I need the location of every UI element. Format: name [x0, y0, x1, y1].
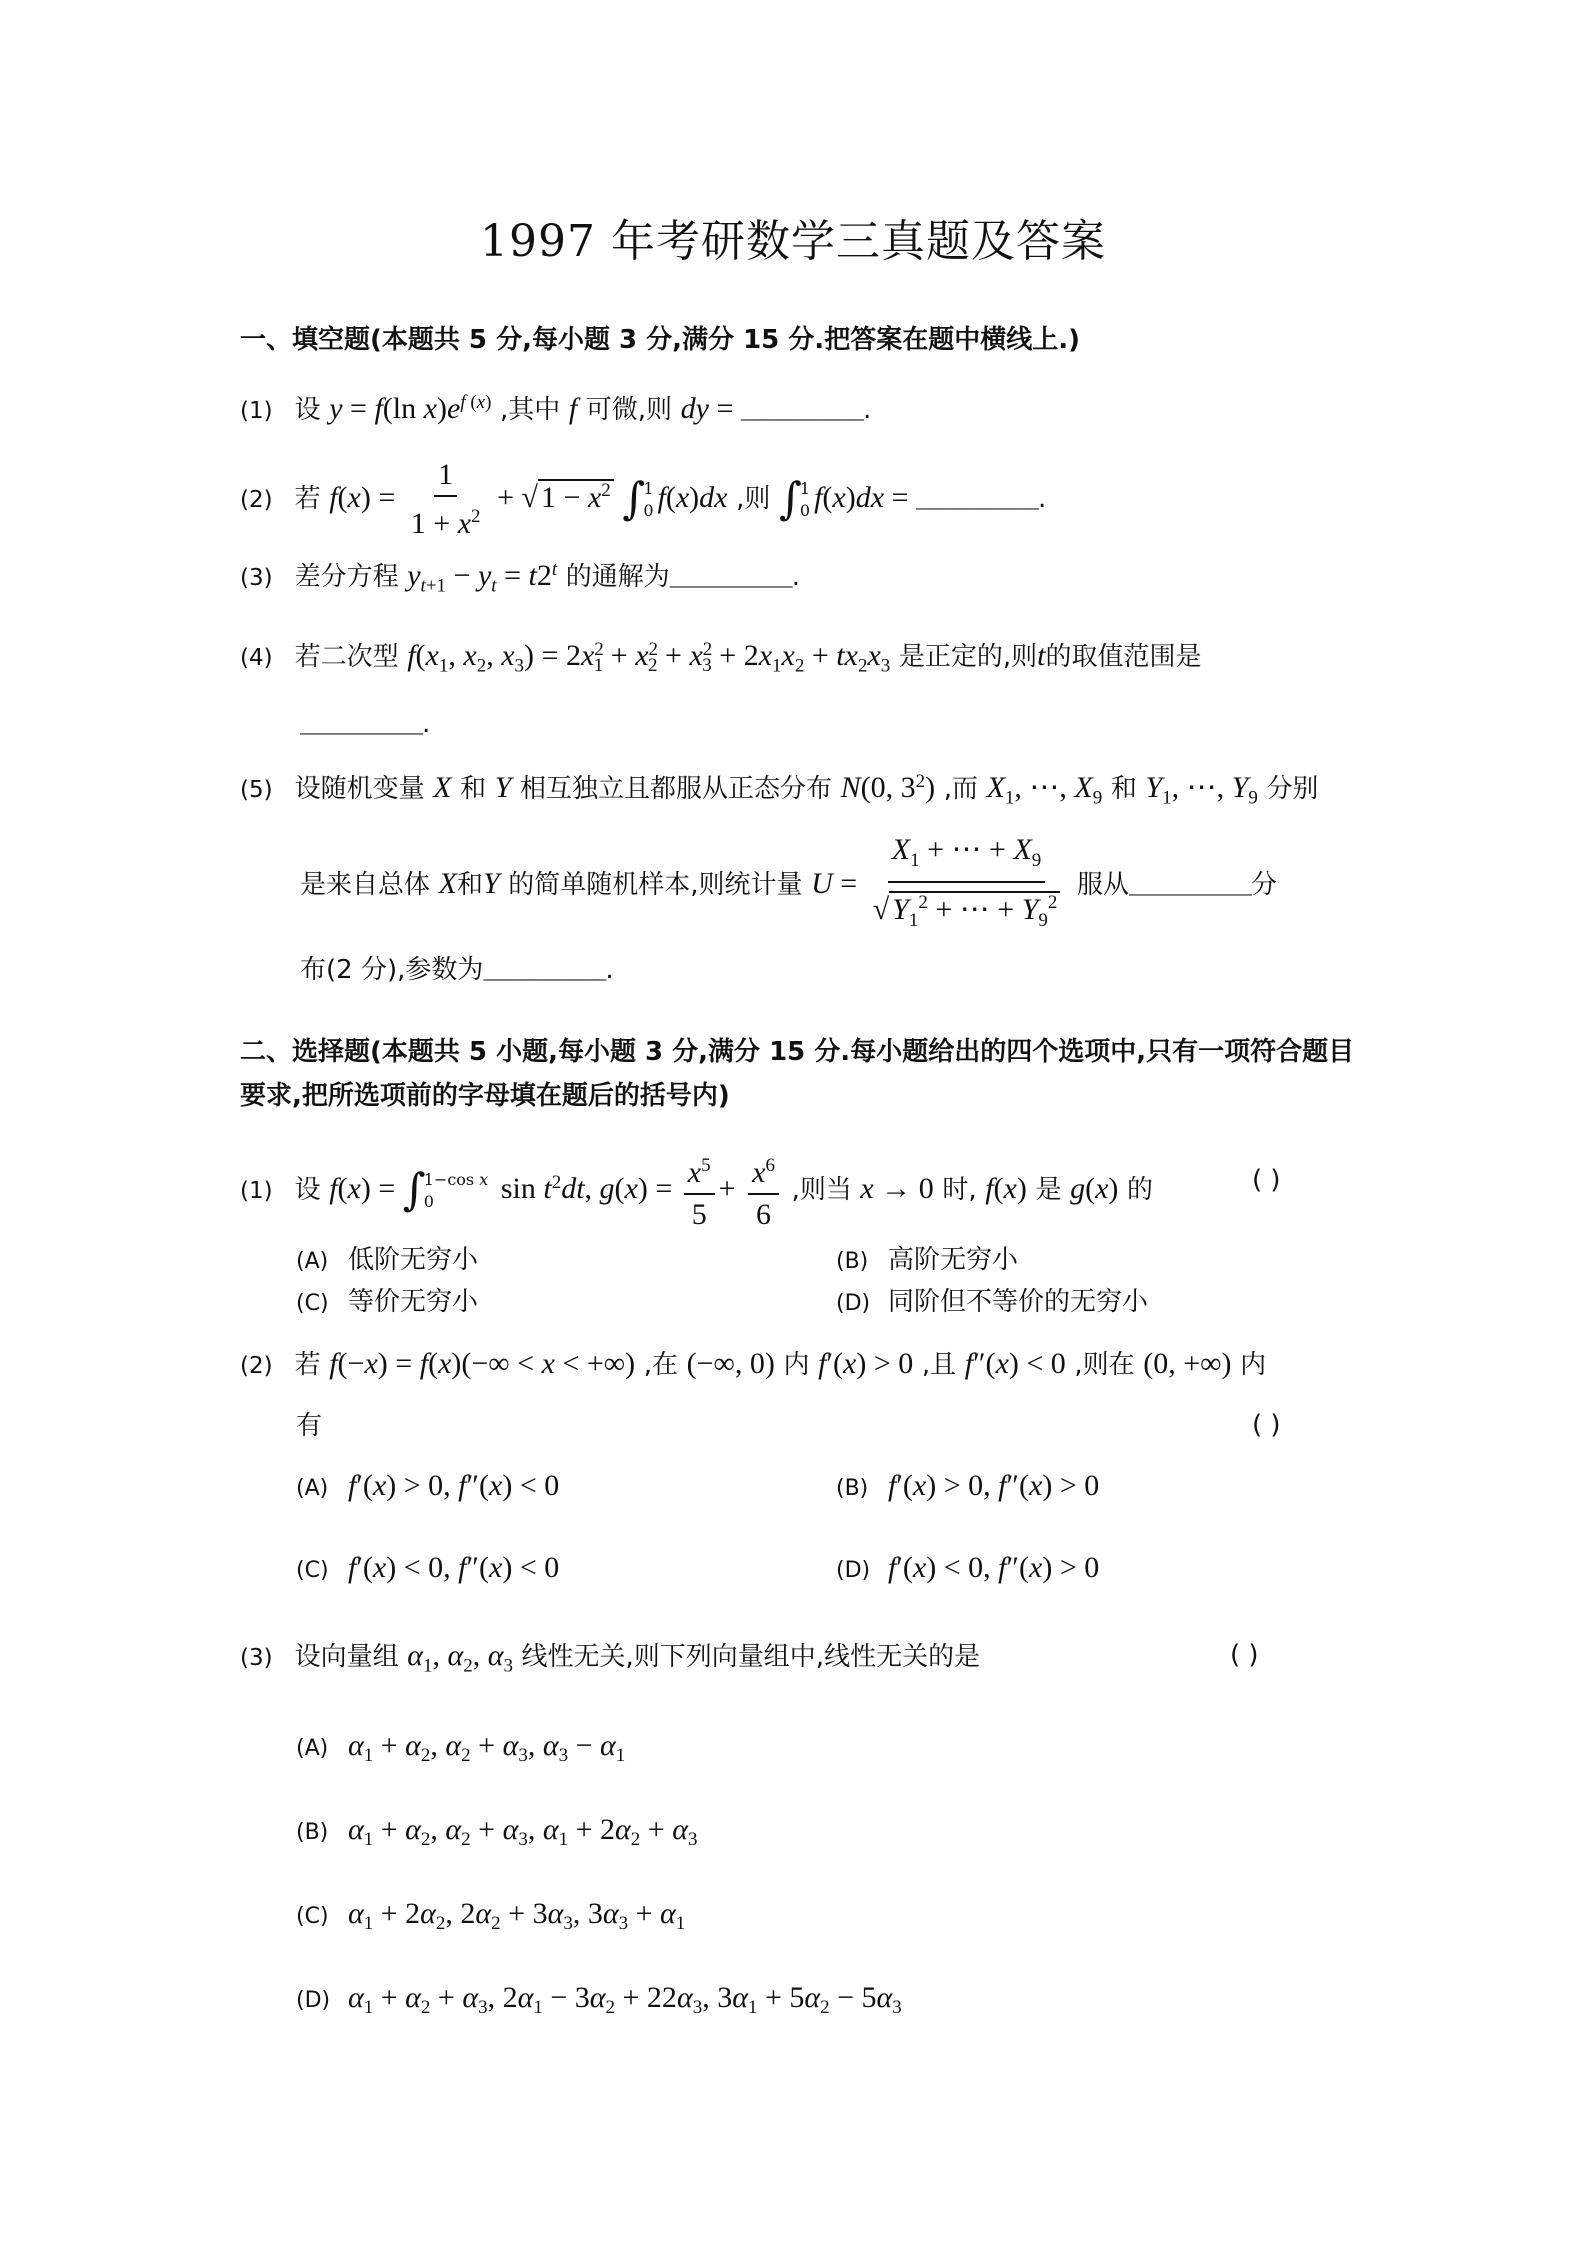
question-text: . — [1038, 484, 1047, 514]
question-number: (5) — [240, 777, 273, 803]
option-b: (B) f′(x) > 0, f″(x) > 0 — [836, 1466, 1099, 1509]
answer-blank: __________ — [300, 714, 423, 739]
option-c: (C) $\alpha_1 + 2\alpha_2$, $2\alpha_2 + 3\alpha_3$, $3\alpha_3 + \alpha_1$ — [296, 1894, 685, 1944]
fill-question-4: (4) 若二次型 $f(x_1$, $x_2$, $x_3) = 2x^2_1 + x^2_2 + x^2_3 + 2x_1x_2 + tx_2x_3$ 是正定的,则t的取值范围是 — [240, 639, 1202, 677]
answer-parentheses: ( ) — [1252, 1165, 1281, 1195]
option-label: (D) — [836, 1291, 871, 1316]
option-text: 高阶无穷小 — [888, 1245, 1019, 1275]
question-text: 分别 — [1266, 774, 1319, 804]
question-number: (2) — [240, 487, 273, 513]
option-d: (D) f′(x) < 0, f″(x) > 0 — [836, 1548, 1099, 1591]
question-text: ,而 — [943, 774, 978, 804]
option-text: 低阶无穷小 — [348, 1245, 479, 1275]
question-number: (4) — [240, 645, 273, 671]
fill-question-5: (5) 设随机变量 X 和 Y 相互独立且都服从正态分布 N(0, $3^2$) ,而 $X_1$, ⋯, $X_9$ 和 $Y_1$, ⋯, $Y_9$ 分别 — [240, 771, 1319, 809]
question-text: 线性无关,则下列向量组中,线性无关的是 — [521, 1642, 981, 1672]
fill-question-5-line-3 — [300, 950, 614, 993]
question-text: 是来自总体 — [300, 870, 431, 900]
question-text: 内 — [783, 1350, 810, 1380]
answer-blank: __________ — [916, 489, 1039, 514]
option-label: (B) — [836, 1476, 869, 1501]
option-b — [836, 1240, 1018, 1282]
answer-blank: __________ — [1128, 875, 1252, 900]
option-label: (D) — [296, 1988, 331, 2013]
question-text: 和 — [456, 870, 483, 900]
question-text: 和 — [1110, 774, 1137, 804]
question-text: 设向量组 — [294, 1642, 399, 1672]
question-text: 时, — [942, 1175, 977, 1205]
option-label: (C) — [296, 1558, 329, 1583]
question-text: . — [605, 955, 614, 985]
page-title: 1997 年考研数学三真题及答案 — [480, 216, 1106, 267]
fill-question-3: (3) 差分方程 $y_{t+1} - y_t = t2^t$ 的通解为__________. — [240, 559, 801, 597]
choice-question-2-line-2 — [296, 1406, 322, 1446]
question-text: ,其中 — [500, 395, 561, 425]
question-text: 设随机变量 — [294, 774, 425, 804]
question-number: (3) — [240, 565, 273, 591]
question-text: 可微,则 — [585, 395, 673, 425]
question-number: (3) — [240, 1645, 273, 1671]
section-1-heading: 一、填空题(本题共 5 分,每小题 3 分,满分 15 分.把答案在题中横线上.) — [240, 325, 1080, 355]
question-text: . — [422, 709, 431, 739]
answer-blank: __________ — [669, 567, 792, 592]
question-text: 的简单随机样本,则统计量 — [508, 870, 803, 900]
question-text: 是正定的,则 — [898, 642, 1038, 672]
fill-question-5-line-2: 是来自总体 X和Y 的简单随机样本,则统计量 U = $\frac{X_1 + \cdots + X_9}{√ Y_1^2 + \cdots + Y_9^2}$ 服从__________分 — [300, 830, 1277, 941]
option-text: 同阶但不等价的无穷小 — [888, 1287, 1149, 1317]
question-text: 的 — [1127, 1175, 1154, 1205]
fill-question-2: (2) 若 f(x) = $\frac{1}{1 + x^2}$ + √ $1 - x^2$ ∫ 1 0 f(x)dx ,则 ∫ 1 0 f(x)dx = __________. — [240, 448, 1046, 545]
question-text: 的取值范围是 — [1045, 642, 1202, 672]
option-label: (C) — [296, 1904, 329, 1929]
question-text: ,在 — [643, 1350, 679, 1380]
option-text: 等价无穷小 — [348, 1287, 479, 1317]
option-c — [296, 1282, 478, 1324]
option-a: (A) $\alpha_1 + \alpha_2$, $\alpha_2 + \alpha_3$, $\alpha_3 - \alpha_1$ — [296, 1726, 625, 1776]
question-number: (2) — [240, 1353, 273, 1379]
fill-question-1: (1) 设 y = f(ln $x)e^{f (x)}$ ,其中 f 可微,则 dy = __________. — [240, 383, 871, 433]
option-label: (B) — [296, 1820, 329, 1845]
question-text: 相互独立且都服从正态分布 — [520, 774, 833, 804]
option-d — [836, 1282, 1148, 1324]
choice-question-3: (3) 设向量组 $\alpha_1$, $\alpha_2$, $\alpha_3$ 线性无关,则下列向量组中,线性无关的是 — [240, 1639, 981, 1677]
question-text: 和 — [460, 774, 487, 804]
option-label: (C) — [296, 1291, 329, 1316]
question-text: 布(2 分),参数为 — [300, 955, 484, 985]
option-label: (A) — [296, 1249, 329, 1274]
option-c: (C) f′(x) < 0, f″(x) < 0 — [296, 1548, 559, 1591]
question-text: 若二次型 — [294, 642, 399, 672]
option-d: (D) $\alpha_1 + \alpha_2 + \alpha_3$, $2\alpha_1 - 3\alpha_2 + 22\alpha_3$, $3\alpha_1 + 5\alpha_2 - 5\alpha_3$ — [296, 1978, 902, 2028]
question-number: (1) — [240, 398, 273, 424]
option-label: (A) — [296, 1476, 329, 1501]
option-a — [296, 1240, 478, 1282]
question-text: 设 — [294, 1175, 321, 1205]
option-label: (A) — [296, 1736, 329, 1761]
question-text: ,则 — [736, 484, 771, 514]
option-a: (A) f′(x) > 0, f″(x) < 0 — [296, 1466, 559, 1509]
answer-blank: __________ — [483, 960, 606, 985]
option-label: (D) — [836, 1558, 871, 1583]
question-text: 若 — [294, 484, 321, 514]
answer-blank: __________ — [740, 400, 863, 425]
question-text: ,则在 — [1074, 1350, 1135, 1380]
question-text: 若 — [294, 1350, 321, 1380]
question-text: . — [862, 395, 872, 425]
question-text: . — [791, 562, 801, 592]
option-b: (B) $\alpha_1 + \alpha_2$, $\alpha_2 + \alpha_3$, $\alpha_1 + 2\alpha_2 + \alpha_3$ — [296, 1810, 697, 1860]
question-text: 服从 — [1076, 870, 1129, 900]
option-label: (B) — [836, 1249, 869, 1274]
question-text: ,则当 — [791, 1175, 852, 1205]
section-2-heading: 二、选择题(本题共 5 小题,每小题 3 分,满分 15 分.每小题给出的四个选项中,只有一项符合题目要求,把所选项前的字母填在题后的括号内) — [240, 1037, 1355, 1111]
question-text: 的通解为 — [565, 562, 670, 592]
question-text: 有 — [296, 1411, 323, 1441]
choice-question-2: (2) 若 f(−x) = f(x)(−∞ < x < +∞) ,在 (−∞, 0) 内 f′(x) > 0 ,且 f″(x) < 0 ,则在 (0, +∞) 内 — [240, 1344, 1266, 1386]
fill-question-4-blank-line — [300, 704, 430, 747]
question-text: 内 — [1240, 1350, 1267, 1380]
answer-parentheses: ( ) — [1252, 1410, 1281, 1440]
choice-question-1: (1) 设 f(x) = ∫ 1−cos x 0 $\sin t^2dt$, g(x) = $\frac{x^5}{5}$ + $\frac{x^6}{6}$ ,则当 x → 0 时, f(x) 是 g(x) 的 — [240, 1138, 1153, 1236]
answer-parentheses: ( ) — [1230, 1640, 1259, 1670]
question-text: 设 — [294, 395, 321, 425]
question-text: 是 — [1035, 1175, 1062, 1205]
question-text: ,且 — [921, 1350, 957, 1380]
question-text: 差分方程 — [294, 562, 399, 592]
question-text: 分 — [1251, 870, 1278, 900]
question-number: (1) — [240, 1178, 273, 1204]
